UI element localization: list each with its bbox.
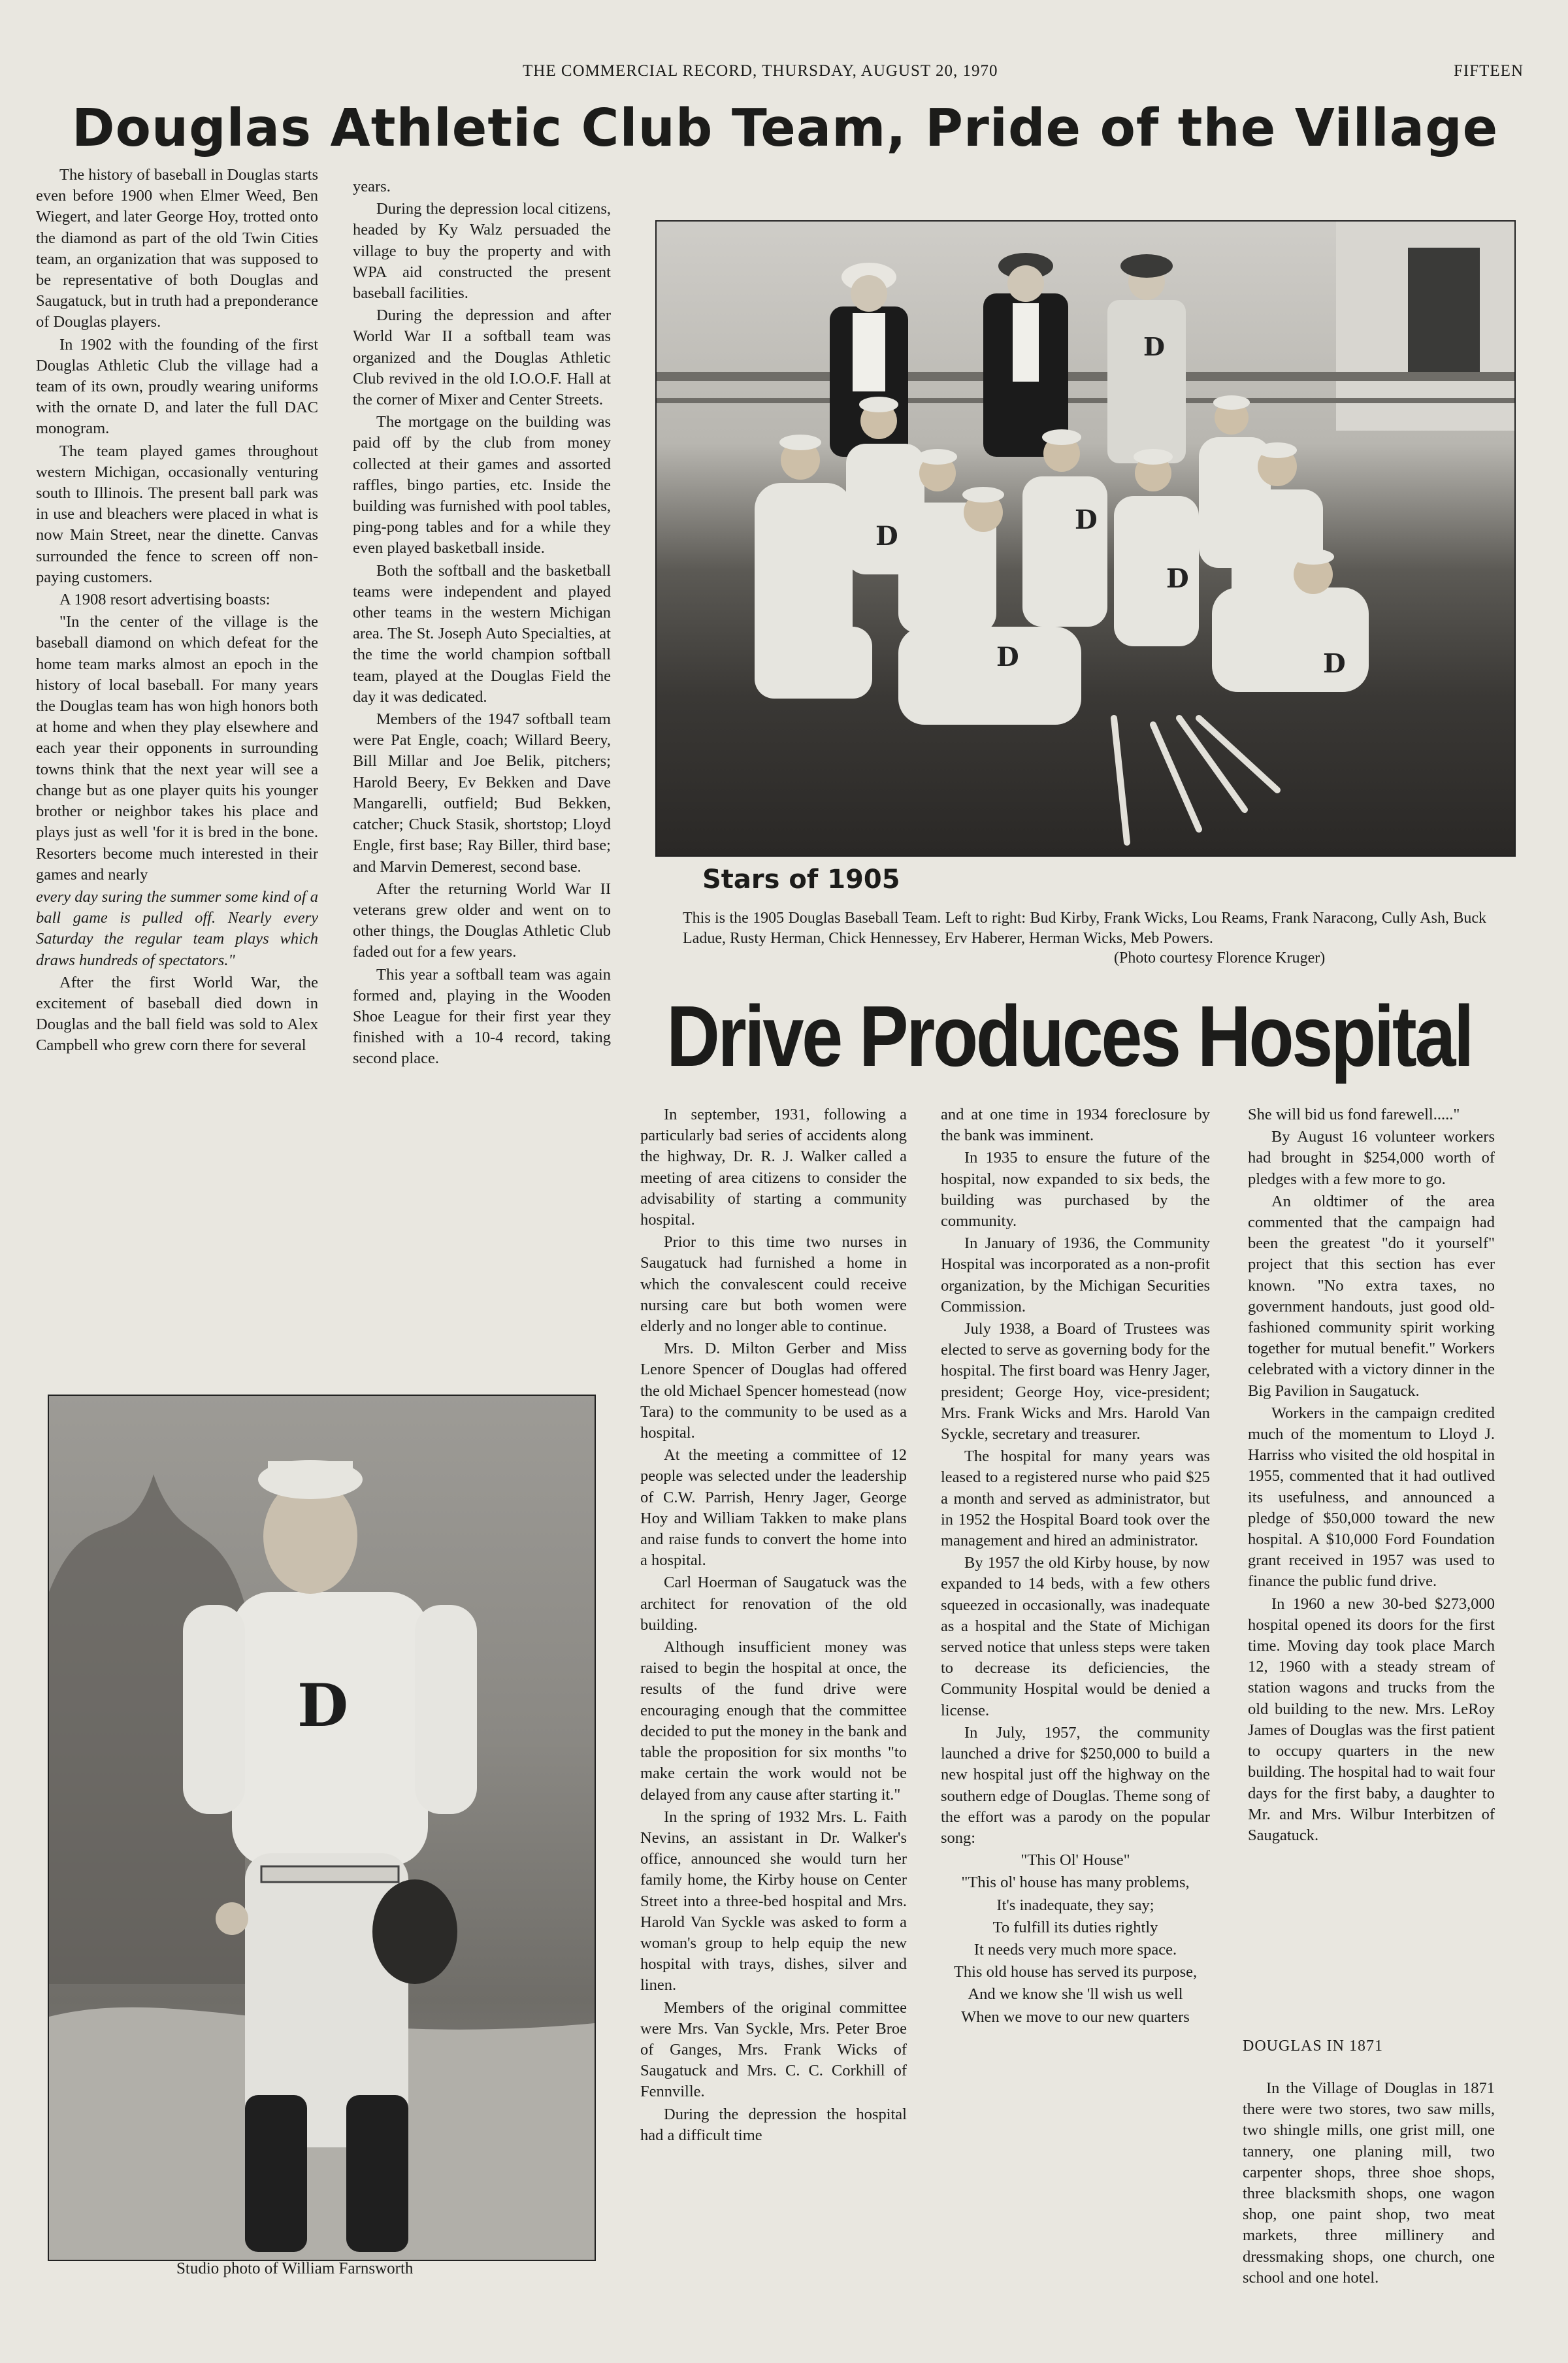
song-line: It needs very much more space.	[973, 1940, 1177, 1958]
paragraph: Carl Hoerman of Saugatuck was the architect for renovation of the old building.	[640, 1574, 907, 1634]
article1-headline: Douglas Athletic Club Team, Pride of the Village	[72, 98, 1499, 158]
team-photo	[655, 220, 1516, 857]
paragraph: In the spring of 1932 Mrs. L. Faith Nevins, an assistant in Dr. Walker's office, announced she would turn her family home, the Kirby house on Center Street into a three-bed hospital and Mrs. Harold Van Syckle was asked to form a woman's group to help equip the new hospital with trays, dishes, silver and linen.	[640, 1808, 907, 1994]
paragraph: In the Village of Douglas in 1871 there were two stores, two saw mills, two shingle mills, one grist mill, one tannery, one planing mill, two carpenter shops, three shoe shops, three blacksmith shops, one wagon shop, one paint shop, two meat markets, three millinery and dressmaking shops, one church, one school and one hotel.	[1243, 2079, 1495, 2287]
article2-column-2	[941, 1104, 1210, 2029]
paragraph: In January of 1936, the Community Hospital was incorporated as a non-profit organization, by the Michigan Securities Commission.	[941, 1234, 1210, 1315]
studio-photo-illustration	[49, 1396, 595, 2260]
paragraph: Although insufficient money was raised to begin the hospital at once, the results of the fund drive were encouraging enough that the committee decided to put the money in the bank and table the proposition for six months "to make certain the work would not be delayed from any cause after starting it."	[640, 1638, 907, 1804]
svg-text:D: D	[996, 642, 1019, 672]
article2-column-3	[1248, 1104, 1495, 1847]
paragraph: By August 16 volunteer workers had brought in $254,000 worth of pledges with a few more to go.	[1248, 1128, 1495, 1188]
song-line: "This ol' house has many problems,	[961, 1874, 1190, 1892]
studio-photo	[48, 1395, 596, 2261]
team-photo-caption: This is the 1905 Douglas Baseball Team. Left to right: Bud Kirby, Frank Wicks, Lou Reams, Frank Naracong, Cully Ash, Buck Ladue, Rusty Herman, Chick Hennessey, Erv Haberer, Herman Wicks, Meb Powers.	[683, 910, 1486, 947]
paragraph: In 1935 to ensure the future of the hospital, now expanded to six beds, the building was purchased by the community.	[941, 1149, 1210, 1231]
paragraph: By 1957 the old Kirby house, by now expanded to 14 beds, with a few others squeezed in occasionally, was inadequate as a hospital and the State of Michigan served notice that unless steps were taken to decrease its deficiencies, the Community Hospital would be denied a license.	[941, 1554, 1210, 1719]
song-line: And we know she 'll wish us well	[968, 1985, 1183, 2004]
svg-text:D: D	[1075, 504, 1098, 535]
svg-text:D: D	[875, 521, 898, 552]
song-line: To fulfill its duties rightly	[992, 1918, 1158, 1936]
paragraph: In 1902 with the founding of the first Douglas Athletic Club the village had a team of its own, proudly wearing uniforms with the ornate D, and later the full DAC monogram.	[36, 335, 318, 438]
paragraph: In september, 1931, following a particularly bad series of accidents along the highway, Dr. R. J. Walker called a meeting of area citizens to consider the advisability of starting a community hospital.	[640, 1106, 907, 1229]
article2-headline: Drive Produces Hospital	[666, 988, 1473, 1084]
team-photo-title: Stars of 1905	[702, 865, 900, 895]
article2-column-1	[640, 1104, 907, 2147]
paragraph: every day suring the summer some kind of a ball game is pulled off. Nearly every Saturday the regular team plays which draws hundreds of spectators."	[36, 887, 318, 969]
paragraph: July 1938, a Board of Trustees was elected to serve as governing body for the hospital. The first board was Henry Jager, president; George Hoy, vice-president; Mrs. Frank Wicks and Mrs. Harold Van Syckle, secretary and treasurer.	[941, 1320, 1210, 1444]
paragraph: A 1908 resort advertising boasts:	[59, 591, 270, 609]
song-line: "This Ol' House"	[1021, 1851, 1130, 1870]
paragraph: After the returning World War II veterans grew older and went on to other things, the Douglas Athletic Club faded out for a few years.	[353, 880, 611, 961]
song-line: This old house has served its purpose,	[953, 1963, 1198, 1981]
paragraph: During the depression the hospital had a difficult time	[640, 2105, 907, 2144]
paragraph: The team played games throughout western Michigan, occasionally venturing south to Illinois. The present ball park was in use and bleachers were placed in what is now Main Street, near the dinette. Canvas surrounded the fence to screen off non-paying customers.	[36, 442, 318, 586]
paragraph: During the depression local citizens, headed by Ky Walz persuaded the village to buy the property and with WPA aid constructed the present baseball facilities.	[353, 200, 611, 303]
article1-column-2	[353, 176, 611, 1071]
page-label: FIFTEEN	[1454, 62, 1524, 80]
paragraph: An oldtimer of the area commented that the campaign had been the greatest "do it yourself" project that this section has ever known. "No extra taxes, no government handouts, just good old-fashioned community spirit working together for mutual benefit." Workers celebrated with a victory dinner in the Big Pavilion in Saugatuck.	[1248, 1192, 1495, 1400]
paragraph: The hospital for many years was leased to a registered nurse who paid $25 a month and served as administrator, but in 1952 the Hospital Board took over the management and hired an administrator.	[941, 1447, 1210, 1550]
uniform-letter: D	[297, 1671, 349, 1740]
paragraph: During the depression and after World War II a softball team was organized and the Douglas Athletic Club revived in the old I.O.O.F. Hall at the corner of Mixer and Center Streets.	[353, 306, 611, 409]
paragraph: "In the center of the village is the baseball diamond on which defeat for the home team marks almost an epoch in the history of local baseball. For many years the Douglas team has won high honors both at home and when they play elsewhere and each year their opponents in surrounding towns think that the next year will see a change but as one player quits his younger brother or neighbor takes his place and plays just as well 'for it is bred in the bone. Resorters become much interested in their games and nearly	[36, 613, 318, 884]
paragraph: Both the softball and the basketball teams were independent and played other teams in the western Michigan area. The St. Joseph Auto Specialties, at the time the world champion softball team, played at the Douglas Field the day it was dedicated.	[353, 561, 611, 706]
paragraph: Prior to this time two nurses in Saugatuck had furnished a home in which the convalescent could receive nursing care but both women were elderly and no longer able to continue.	[640, 1233, 907, 1336]
paragraph: She will bid us fond farewell....."	[1248, 1106, 1460, 1123]
sidebar-title: DOUGLAS IN 1871	[1243, 2038, 1383, 2055]
sidebar-body	[1243, 2078, 1495, 2290]
paragraph: In July, 1957, the community launched a drive for $250,000 to build a new hospital just off the highway on the southern edge of Douglas. Theme song of the effort was a parody on the popular song:	[941, 1723, 1210, 1847]
paragraph: and at one time in 1934 foreclosure by the bank was imminent.	[941, 1106, 1210, 1145]
paragraph: After the first World War, the excitement of baseball died down in Douglas and the ball field was sold to Alex Campbell who grew corn there for several	[36, 973, 318, 1055]
paragraph: Mrs. D. Milton Gerber and Miss Lenore Spencer of Douglas had offered the old Michael Spencer homestead (now Tara) to the community to be used as a hospital.	[640, 1340, 907, 1442]
studio-photo-caption: Studio photo of William Farnsworth	[176, 2260, 414, 2277]
running-head: THE COMMERCIAL RECORD, THURSDAY, AUGUST 20, 1970	[523, 62, 998, 80]
paragraph: The history of baseball in Douglas starts even before 1900 when Elmer Weed, Ben Wiegert, and later George Hoy, trotted onto the diamond as part of the old Twin Cities team, an organization that was supposed to be representative of both Douglas and Saugatuck, but in truth had a preponderance of Douglas players.	[36, 166, 319, 331]
paragraph: Workers in the campaign credited much of the momentum to Lloyd J. Harriss who visited the old hospital in 1955, commented that it had outlived its usefulness, and announced a pledge of $50,000 toward the new hospital. A $10,000 Ford Foundation grant received in 1957 was used to finance the public fund drive.	[1248, 1404, 1495, 1591]
paragraph: Members of the 1947 softball team were Pat Engle, coach; Willard Beery, Bill Millar and Joe Belik, pitchers; Harold Beery, Ev Bekken and Dave Mangarelli, outfield; Bud Bekken, catcher; Chuck Stasik, shortstop; Lloyd Engle, first base; Ray Biller, third base; and Marvin Demerest, second base.	[353, 710, 611, 876]
svg-text:D: D	[1166, 563, 1189, 594]
paragraph: This year a softball team was again formed and, playing in the Wooden Shoe League for their first year they finished with a 10-4 record, taking second place.	[353, 965, 611, 1068]
paragraph: Members of the original committee were Mrs. Van Syckle, Mrs. Peter Broe of Ganges, Mrs. Frank Wicks of Saugatuck and Mrs. C. C. Corkhill of Fennville.	[640, 1998, 907, 2101]
paragraph: The mortgage on the building was paid off by the club from money collected at their games and assorted raffles, bingo parties, etc. Inside the building was furnished with pool tables, ping-pong tables and for a while they even played basketball inside.	[353, 413, 611, 557]
paragraph: At the meeting a committee of 12 people was selected under the leadership of C.W. Parrish, Henry Jager, George Hoy and William Takken to make plans and raise funds to convert the home into a hospital.	[640, 1446, 907, 1570]
paragraph: years.	[353, 178, 391, 195]
svg-text:D: D	[1323, 648, 1346, 679]
song-line: It's inadequate, they say;	[996, 1896, 1154, 1914]
team-photo-illustration	[657, 222, 1514, 855]
song-line: When we move to our new quarters	[961, 2008, 1190, 2026]
uniform-letter: D	[1143, 332, 1165, 361]
team-photo-credit: (Photo courtesy Florence Kruger)	[1114, 950, 1326, 967]
paragraph: In 1960 a new 30-bed $273,000 hospital opened its doors for the first time. Moving day took place March 12, 1960 with a steady stream of station wagons and trucks from the old building to the new. Mrs. LeRoy James of Douglas was the first patient to occupy quarters in the new building. The hospital had to wait four days for the first baby, a daughter to Mr. and Mrs. Wilbur Interbitzen of Saugatuck.	[1248, 1595, 1495, 1844]
article1-column-1	[36, 165, 318, 1058]
